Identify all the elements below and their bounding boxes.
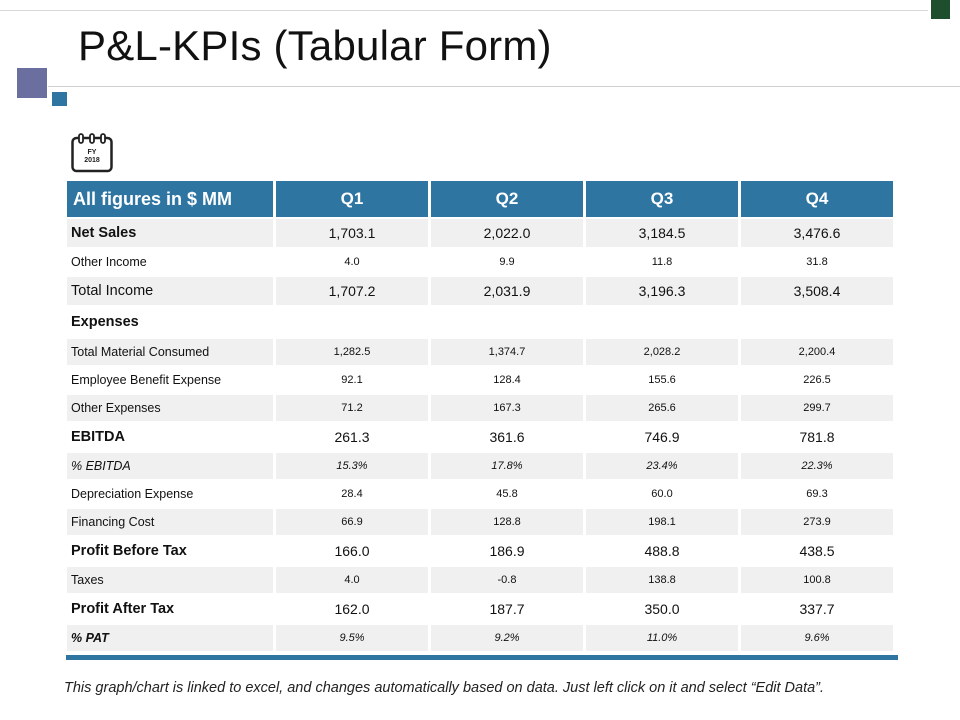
row-financing-cost [67, 509, 893, 535]
cell-q3: 350.0 [644, 601, 680, 617]
cell-q4: 31.8 [806, 256, 828, 268]
cell-q4: 226.5 [803, 374, 831, 386]
row-label: Taxes [67, 567, 273, 593]
row-label: % PAT [67, 625, 273, 651]
top-divider [0, 10, 928, 11]
cell-q4: 273.9 [741, 509, 893, 535]
row-label: Profit Before Tax [71, 543, 187, 559]
calendar-icon [71, 133, 113, 173]
cell-q1 [276, 307, 428, 337]
header-q4: Q4 [741, 181, 893, 217]
row-depreciation-expense [67, 481, 893, 507]
cell-q1: 162.0 [334, 601, 370, 617]
row-pct-pat [67, 625, 893, 651]
cell-q1: 1,707.2 [276, 277, 428, 305]
cell-q3: 3,196.3 [586, 277, 738, 305]
cell-q4: 100.8 [741, 567, 893, 593]
cell-q2: 128.8 [431, 509, 583, 535]
row-label: Financing Cost [67, 509, 273, 535]
cell-q2: 186.9 [489, 543, 525, 559]
cell-q1: 4.0 [344, 256, 360, 268]
row-expenses-section [67, 307, 893, 337]
cell-q2: 2,022.0 [431, 219, 583, 247]
row-label: EBITDA [71, 429, 125, 445]
cell-q2: 2,031.9 [431, 277, 583, 305]
cell-q1: 92.1 [341, 374, 363, 386]
title-divider [48, 86, 960, 87]
decorative-square-small [52, 92, 67, 106]
cell-q1: 1,703.1 [276, 219, 428, 247]
row-label: Other Expenses [67, 395, 273, 421]
cell-q1: 15.3% [276, 453, 428, 479]
row-profit-after-tax [67, 595, 893, 623]
page-title: P&L-KPIs (Tabular Form) [78, 22, 552, 69]
cell-q2: 128.4 [493, 374, 521, 386]
row-pct-ebitda [67, 453, 893, 479]
row-other-expenses [67, 395, 893, 421]
cell-q3: 3,184.5 [586, 219, 738, 247]
cell-q1: 1,282.5 [276, 339, 428, 365]
cell-q4: 9.6% [741, 625, 893, 651]
row-label: Net Sales [67, 219, 273, 247]
header-q1: Q1 [276, 181, 428, 217]
cell-q4: 337.7 [799, 601, 835, 617]
cell-q4: 22.3% [741, 453, 893, 479]
calendar-label-fy: FY [87, 149, 97, 156]
row-label: Total Material Consumed [67, 339, 273, 365]
cell-q2: -0.8 [431, 567, 583, 593]
calendar-label-year: 2018 [84, 157, 100, 164]
cell-q3: 155.6 [648, 374, 676, 386]
row-other-income [67, 249, 893, 275]
row-label: Other Income [71, 255, 147, 269]
cell-q1: 4.0 [276, 567, 428, 593]
row-label: Total Income [67, 277, 273, 305]
row-employee-benefit-expense [67, 367, 893, 393]
corner-decoration [931, 0, 950, 19]
row-label: % EBITDA [67, 453, 273, 479]
cell-q1: 28.4 [341, 488, 363, 500]
cell-q4: 3,476.6 [741, 219, 893, 247]
cell-q3: 746.9 [644, 429, 680, 445]
kpi-table [64, 179, 896, 653]
cell-q3: 265.6 [586, 395, 738, 421]
row-net-sales [67, 219, 893, 247]
cell-q2: 1,374.7 [431, 339, 583, 365]
row-label: Expenses [71, 314, 139, 330]
cell-q4: 69.3 [806, 488, 828, 500]
cell-q2: 187.7 [489, 601, 525, 617]
footnote: This graph/chart is linked to excel, and changes automatically based on data. Just left click on it and select “Edit Data”. [64, 680, 825, 696]
header-q3: Q3 [586, 181, 738, 217]
cell-q3: 488.8 [644, 543, 680, 559]
cell-q3: 2,028.2 [586, 339, 738, 365]
cell-q4: 3,508.4 [741, 277, 893, 305]
cell-q3 [586, 307, 738, 337]
cell-q2: 361.6 [489, 429, 525, 445]
cell-q3: 11.8 [651, 256, 673, 268]
cell-q1: 166.0 [334, 543, 370, 559]
header-figures-unit: All figures in $ MM [67, 181, 273, 217]
cell-q3: 11.0% [586, 625, 738, 651]
decorative-square-large [17, 68, 47, 98]
cell-q2: 9.9 [499, 256, 515, 268]
row-label: Depreciation Expense [71, 487, 194, 501]
cell-q3: 23.4% [586, 453, 738, 479]
row-total-income [67, 277, 893, 305]
cell-q2: 167.3 [431, 395, 583, 421]
cell-q4: 781.8 [799, 429, 835, 445]
cell-q2: 9.2% [431, 625, 583, 651]
cell-q1: 9.5% [276, 625, 428, 651]
table-header-row [67, 181, 893, 217]
cell-q3: 138.8 [586, 567, 738, 593]
cell-q1: 66.9 [276, 509, 428, 535]
cell-q2: 17.8% [431, 453, 583, 479]
cell-q2: 45.8 [496, 488, 518, 500]
cell-q3: 60.0 [651, 488, 673, 500]
row-label: Employee Benefit Expense [71, 373, 222, 387]
cell-q3: 198.1 [586, 509, 738, 535]
cell-q1: 261.3 [334, 429, 370, 445]
cell-q4: 299.7 [741, 395, 893, 421]
cell-q4: 438.5 [799, 543, 835, 559]
row-profit-before-tax [67, 537, 893, 565]
row-total-material-consumed [67, 339, 893, 365]
cell-q1: 71.2 [276, 395, 428, 421]
row-label: Profit After Tax [71, 601, 175, 617]
cell-q4: 2,200.4 [741, 339, 893, 365]
row-taxes [67, 567, 893, 593]
cell-q4 [741, 307, 893, 337]
row-ebitda [67, 423, 893, 451]
table-bottom-rule [66, 655, 898, 660]
header-q2: Q2 [431, 181, 583, 217]
cell-q2 [431, 307, 583, 337]
